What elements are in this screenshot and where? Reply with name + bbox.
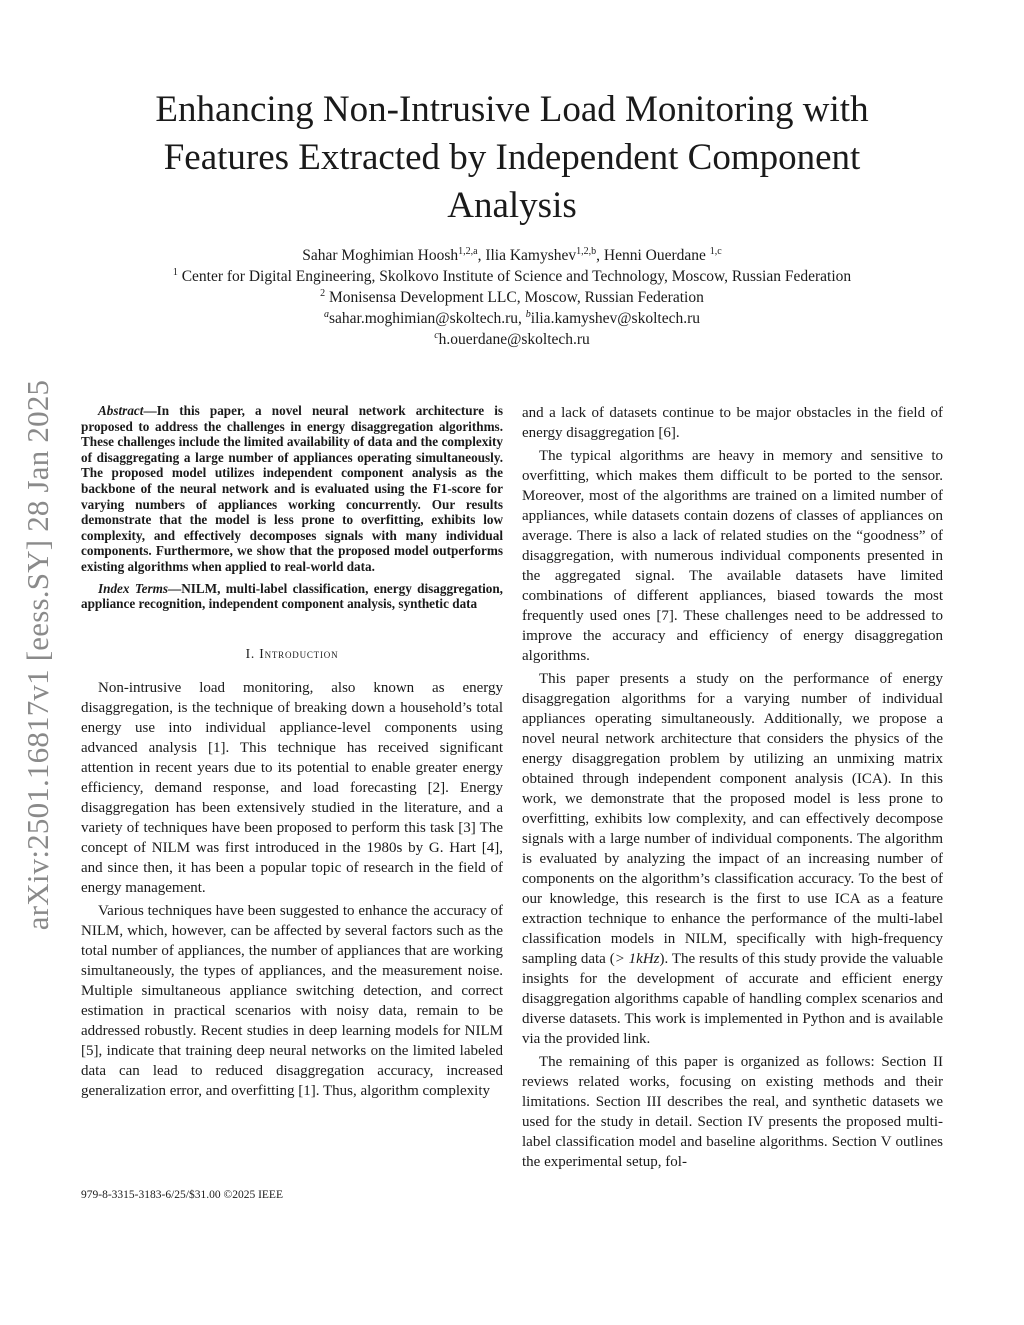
author-list [80, 245, 944, 266]
email-address: ilia.kamyshev@skoltech.ru [530, 310, 701, 327]
index-terms-label: Index Terms [98, 580, 169, 596]
affiliation-text: Center for Digital Engineering, Skolkovo Institute of Science and Technology, Moscow, Russian Federation [177, 268, 852, 285]
email-superscript: b [525, 309, 531, 320]
section-title: Introduction [259, 645, 339, 661]
affiliation-superscript: 1 [172, 267, 178, 278]
abstract-text: —In this paper, a novel neural network architecture is proposed to address the challenges in energy disaggregation algorithms. These challenges include the limited availability of data and the complexity of disaggregating a large number of appliances operating simultaneously. The proposed model utilizes independent component analysis as the backbone of the neural network and is evaluated using the F1-score for varying numbers of appliances working concurrently. Our results demonstrate that the model is less prone to overfitting, exhibits low complexity, and effectively decomposes signals with many individual components. Furthermore, we show that the proposed model outperforms existing algorithms when applied to real-world data. [81, 403, 503, 574]
left-column [81, 403, 503, 1104]
paragraph-text: ). The results of this study provide the valuable insights for the development of accurate and efficient energy disaggregation algorithms capable of handling complex scenarios and diverse datasets. This work is implemented in Python and is available via the provided link. [522, 951, 943, 1047]
author-separator: , [596, 247, 604, 264]
affiliation-1 [80, 266, 944, 287]
body-paragraph: Various techniques have been suggested to enhance the accuracy of NILM, which, however, can be affected by several factors such as the total number of appliances, the number of appliances that are working simultaneously, the types of appliances, and the measurement noise. Multiple simultaneous appliance switching detection, and correct estimation in practical scenarios with noisy data, remain to be addressed robustly. Recent studies in deep learning models for NILM [5], indicate that training deep neural networks on the limited labeled data can lead to reduced disaggregation accuracy, increased generalization error, and overfitting [1]. Thus, algorithm complexity [81, 902, 503, 1099]
affiliation-text: Monisensa Development LLC, Moscow, Russian Federation [325, 289, 704, 306]
abstract [81, 403, 503, 575]
abstract-label: Abstract [98, 403, 144, 418]
body-paragraph: Non-intrusive load monitoring, also known as energy disaggregation, is the technique of breaking down a household’s total energy use into individual appliance-level components using advanced analysis [1]. This technique has received significant attention in recent years due to its potential to enable greater energy efficiency, demand response, and load forecasting [2]. Energy disaggregation has been extensively studied in the literature, and a variety of techniques have been proposed to perform this task [3] The concept of NILM was first introduced in the 1980s by G. Hart [4], and since then, it has been a popular topic of research in the field of energy management. [81, 679, 503, 896]
email-superscript: a [323, 309, 329, 320]
author-superscript: 1,2,b [576, 246, 597, 257]
right-column [522, 403, 943, 1175]
index-terms [81, 581, 503, 612]
author-separator: , [477, 247, 486, 264]
affiliation-superscript: 2 [320, 288, 326, 299]
author-superscript: 1,2,a [458, 246, 478, 257]
author-name: Henni Ouerdane [603, 247, 710, 264]
arxiv-identifier-stamp [8, 350, 68, 960]
email-separator: , [518, 310, 526, 327]
email-line-2 [80, 329, 944, 350]
paper-title: Enhancing Non-Intrusive Load Monitoring with Features Extracted by Independent Component Analysis [155, 89, 869, 226]
section-number: I. [245, 645, 260, 661]
email-address: sahar.moghimian@skoltech.ru [328, 310, 519, 327]
index-terms-text: —NILM, multi-label classification, energy disaggregation, appliance recognition, independent component analysis, synthetic data [81, 580, 503, 612]
body-paragraph: The remaining of this paper is organized as follows: Section II reviews related works, focusing on existing methods and their limitations. Section III describes the real, and synthetic datasets we used for the study in detail. Section IV presents the proposed multi-label classification model and baseline algorithms. Section V outlines the experimental setup, fol- [522, 1054, 943, 1170]
body-paragraph: The typical algorithms are heavy in memory and sensitive to overfitting, which makes them difficult to be ported to the sensor. Moreover, most of the algorithms are trained on a limited number of appliances, while datasets contain dozens of classes of appliances on average. There is also a lack of related studies on the “goodness” of disaggregation, with numerous individual components presented in the aggregated signal. The available datasets have limited combinations of different appliances, biased towards the most frequently used ones [7]. These challenges need to be addressed to improve the accuracy and efficiency of energy disaggregation algorithms. [522, 448, 943, 664]
email-address: h.ouerdane@skoltech.ru [438, 331, 590, 348]
math-expression: > 1kHz [614, 951, 660, 967]
affiliation-2 [80, 287, 944, 308]
paragraph-text: This paper presents a study on the performance of energy disaggregation algorithms for a varying number of individual appliances operating simultaneously. Additionally, we propose a novel neural network architecture that considers the physics of the energy disaggregation problem by utilizing an unmixing matrix obtained through independent component analysis (ICA). In this work, we demonstrate that the proposed model is less prone to overfitting, exhibits low complexity, and can effectively decompose signals with a large number of individual components. The algorithm is evaluated by analyzing the impact of an increasing number of components on the algorithm’s classification accuracy. To the best of our knowledge, this research is the first to use ICA as a feature extraction technique to enhance the performance of the multi-label classification models in NILM, specifically with high-frequency sampling data ( [522, 671, 943, 967]
author-superscript: 1,c [709, 246, 722, 257]
body-paragraph [522, 669, 943, 1049]
arxiv-identifier-text: arXiv:2501.16817v1 [eess.SY] 28 Jan 2025 [20, 379, 56, 931]
author-name: Sahar Moghimian Hoosh [302, 247, 459, 264]
author-block [80, 245, 944, 350]
section-heading-introduction [81, 646, 503, 662]
body-paragraph: and a lack of datasets continue to be major obstacles in the field of energy disaggregation [6]. [522, 405, 943, 441]
author-name: Ilia Kamyshev [485, 247, 577, 264]
email-line-1 [80, 308, 944, 329]
email-superscript: c [434, 330, 439, 341]
copyright-notice: 979-8-3315-3183-6/25/$31.00 ©2025 IEEE [81, 1189, 283, 1201]
